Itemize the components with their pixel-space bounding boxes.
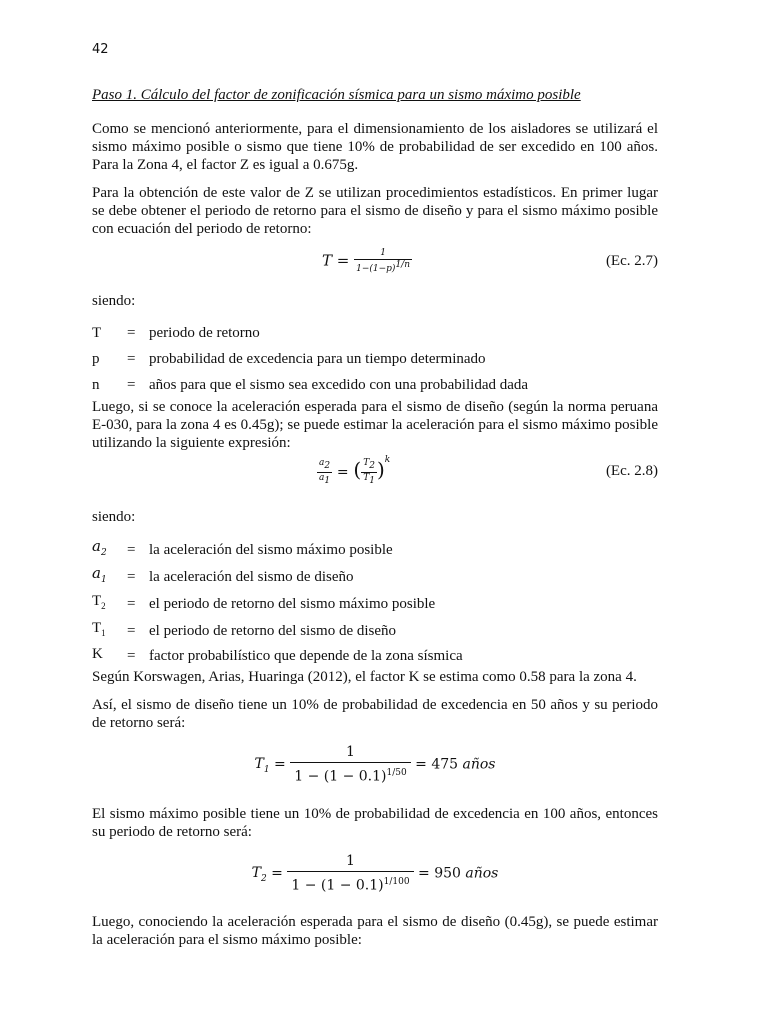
eq3-lhs-sym: T (254, 756, 264, 773)
eq2-open-paren: ( (353, 457, 362, 482)
eq2-lhs-fraction (317, 458, 332, 487)
eq2-T1 (361, 473, 377, 487)
def-symbol-base: a (92, 537, 101, 555)
def-symbol-base: a (92, 564, 101, 582)
eq4-equals: = (271, 864, 283, 881)
eq2-a2-sym: a (319, 458, 325, 468)
equation-2-7 (92, 248, 658, 276)
eq4-numerator: 1 (287, 851, 413, 872)
eq4-lhs-sym: T (251, 864, 261, 881)
def-symbol-base: T (92, 620, 102, 636)
def-description: periodo de retorno (149, 325, 260, 341)
equation-2-8 (92, 455, 658, 492)
equation-2-8-formula (317, 455, 391, 487)
eq1-lhs: T = (322, 251, 350, 270)
siendo-label-1: siendo: (92, 293, 136, 309)
equation-2-7-formula (322, 248, 412, 275)
document-body (92, 86, 658, 959)
def-symbol (92, 645, 127, 668)
paragraph-6: El sismo máximo posible tiene un 10% de probabilidad de excedencia en 100 años, entonces su periodo de retorno será: (92, 805, 658, 840)
def-symbol (92, 592, 127, 615)
section-heading: Paso 1. Cálculo del factor de zonificación sísmica para un sismo máximo posible (92, 87, 581, 103)
eq2-T2-sub: 2 (369, 460, 375, 471)
eq2-T1-sym: T (363, 472, 370, 483)
definition-row (92, 644, 658, 668)
definition-row (92, 563, 658, 590)
def-description: la aceleración del sismo de diseño (149, 568, 354, 585)
def-description: la aceleración del sismo máximo posible (149, 541, 393, 558)
eq2-a2 (317, 458, 332, 473)
eq2-close-paren: ) (376, 457, 385, 482)
def-symbol (92, 537, 127, 562)
definition-row (92, 617, 658, 644)
eq3-unit: años (462, 756, 496, 773)
definition-row (92, 372, 658, 398)
eq4-lhs-sub: 2 (260, 873, 267, 884)
definition-row (92, 320, 658, 346)
def-equals: = (127, 541, 136, 558)
def-equals: = (127, 648, 136, 664)
equation-2-8-label: (Ec. 2.8) (605, 463, 658, 479)
def-symbol-sub: 1 (100, 575, 107, 585)
eq2-a1 (317, 473, 332, 487)
paragraph-5: Así, el sismo de diseño tiene un 10% de probabilidad de excedencia en 50 años y su periodo de retorno será: (92, 697, 658, 731)
def-equals: = (127, 595, 136, 612)
def-symbol-base: K (92, 645, 103, 662)
eq3-den-base: 1 − (1 − 0.1) (294, 768, 387, 785)
eq3-lhs (254, 756, 270, 776)
def-symbol (92, 619, 127, 642)
def-symbol-base: T (92, 593, 102, 609)
paragraph-7: Luego, conociendo la aceleración esperada para el sismo de diseño (0.45g), se puede estimar la aceleración para el sismo máximo posible: (92, 914, 658, 949)
eq1-den-base: 1−(1−p) (356, 264, 396, 274)
eq2-a1-sub: 1 (324, 475, 331, 486)
definitions-list-1 (92, 320, 658, 398)
def-symbol-sub: 2 (101, 601, 106, 611)
definition-row (92, 590, 658, 617)
eq3-equals: = (274, 756, 286, 773)
definitions-list-2 (92, 536, 658, 668)
eq1-denominator (354, 260, 412, 275)
eq4-fraction (287, 851, 413, 896)
eq1-numerator: 1 (354, 248, 412, 260)
eq3-fraction (290, 742, 410, 787)
eq4-den-base: 1 − (1 − 0.1) (291, 877, 384, 894)
eq2-T2-sym: T (363, 458, 370, 468)
eq4-result: = 950 (418, 864, 461, 881)
eq2-T2 (361, 458, 377, 473)
eq3-den-exp: 1/50 (386, 768, 407, 778)
def-symbol: p (92, 351, 100, 367)
paragraph-1: Como se mencionó anteriormente, para el dimensionamiento de los aisladores se utilizará el sismo máximo posible o sismo que tiene 10% de probabilidad de ser excedido en 100 años. Para la Zona 4, el factor Z es igual a 0.675g. (92, 121, 658, 173)
def-equals: = (127, 351, 136, 367)
def-symbol (92, 564, 127, 589)
def-description: años para que el sismo sea excedido con una probabilidad dada (149, 377, 529, 393)
paragraph-4: Según Korswagen, Arias, Huaringa (2012), el factor K se estima como 0.58 para la zona 4. (92, 669, 637, 685)
eq2-rhs-fraction (361, 458, 377, 487)
eq4-denominator (287, 872, 413, 896)
def-symbol: T (92, 325, 102, 341)
def-description: probabilidad de excedencia para un tiempo determinado (149, 351, 486, 367)
page-number: 42 (92, 42, 109, 57)
eq4-unit: años (465, 864, 499, 881)
eq1-fraction (354, 248, 412, 275)
def-description: el periodo de retorno del sismo de diseño (149, 622, 397, 639)
definition-row (92, 536, 658, 563)
equation-T2 (92, 851, 658, 896)
def-description: factor probabilístico que depende de la zona sísmica (149, 648, 463, 664)
eq2-equals: = (336, 464, 349, 481)
def-symbol: n (92, 377, 100, 393)
eq3-result: = 475 (415, 756, 459, 773)
siendo-label-2: siendo: (92, 509, 136, 525)
def-equals: = (127, 568, 136, 585)
eq3-numerator: 1 (290, 742, 410, 763)
eq3-denominator (290, 763, 410, 787)
eq2-exponent-k: k (384, 455, 391, 466)
def-symbol-sub: 1 (101, 628, 106, 638)
eq2-T1-sub: 1 (369, 475, 375, 486)
def-symbol-sub: 2 (100, 548, 107, 558)
def-description: el periodo de retorno del sismo máximo posible (149, 595, 436, 612)
equation-2-7-label: (Ec. 2.7) (605, 253, 658, 269)
paragraph-3: Luego, si se conoce la aceleración esperada para el sismo de diseño (según la norma peruana E-030, para la zona 4 es 0.45g); se puede estimar la aceleración para el sismo máximo posible utilizando la siguiente expresión: (92, 399, 658, 451)
def-equals: = (127, 325, 136, 341)
def-equals: = (127, 377, 136, 393)
eq4-den-exp: 1/100 (383, 876, 410, 887)
eq2-a2-sub: 2 (324, 460, 331, 471)
eq3-lhs-sub: 1 (263, 765, 270, 776)
definition-row (92, 346, 658, 372)
eq1-den-exp: 1/n (395, 260, 411, 270)
paragraph-2: Para la obtención de este valor de Z se utilizan procedimientos estadísticos. En primer lugar se debe obtener el periodo de retorno para el sismo de diseño y para el sismo máximo posible con ecuación del periodo de retorno: (92, 185, 658, 237)
eq4-lhs (251, 864, 267, 884)
eq2-a1-sym: a (319, 472, 325, 483)
def-equals: = (127, 622, 136, 639)
equation-T1 (92, 742, 658, 787)
